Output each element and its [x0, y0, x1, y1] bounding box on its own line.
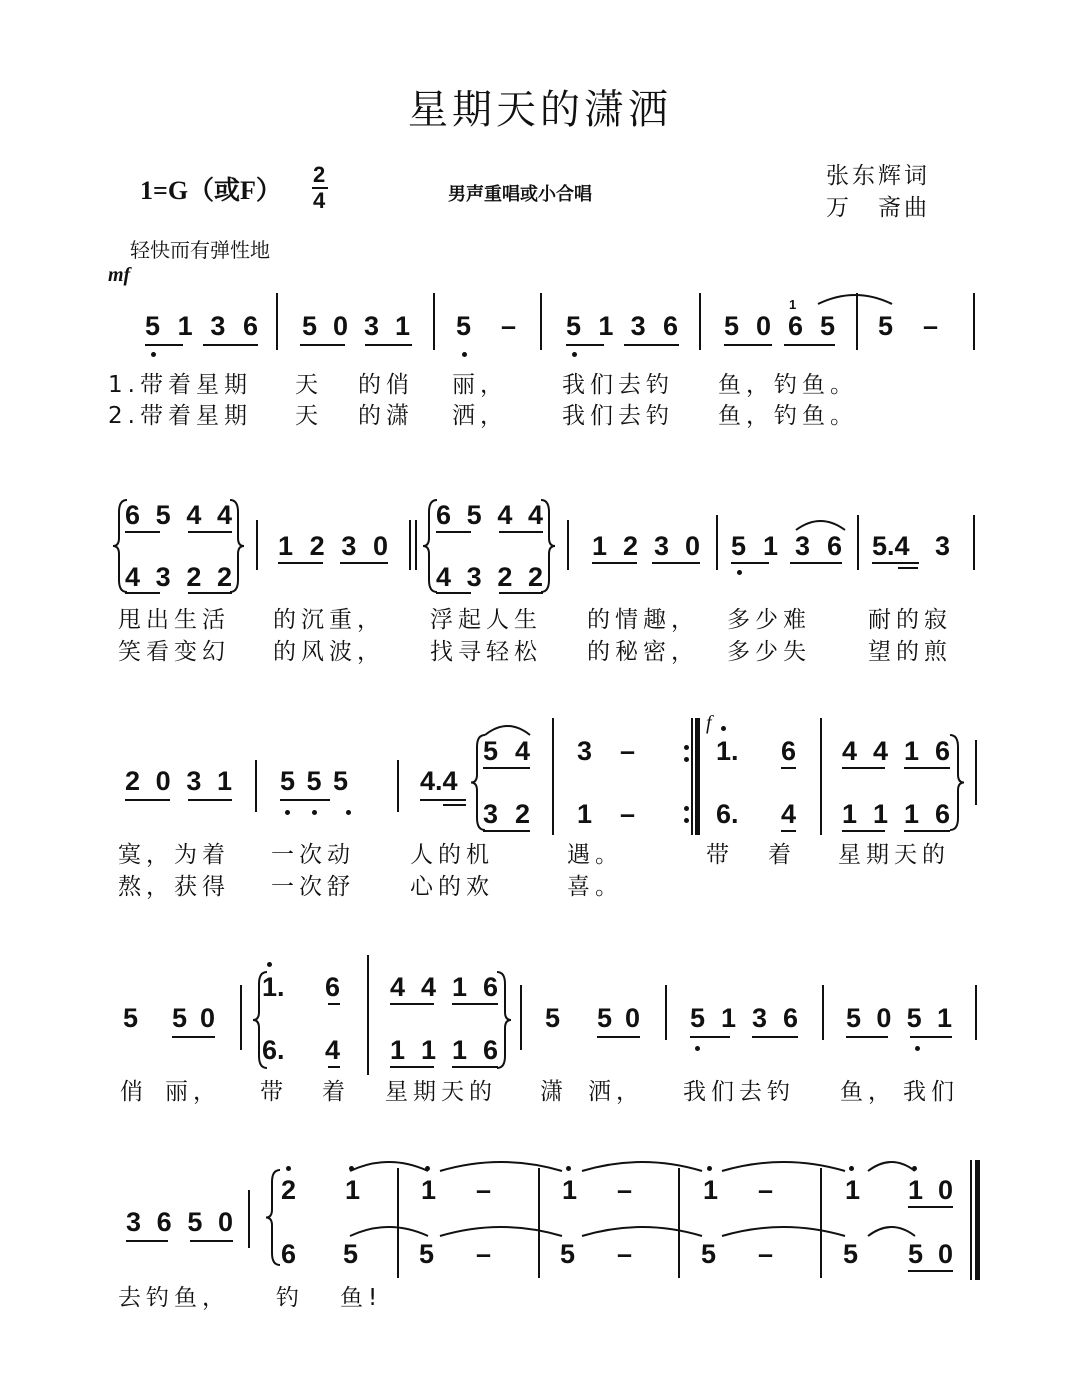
right-brace [230, 500, 244, 592]
slur [868, 1227, 915, 1236]
measure-lower: 1 1 1 6 [390, 1035, 498, 1065]
lyric: 鱼， [840, 1079, 896, 1105]
measure: 5 0 [172, 1003, 215, 1033]
measure: 5 – [878, 311, 938, 341]
lyric: 的秘密， [587, 639, 699, 665]
lyric: 1.带着星期 [108, 372, 252, 398]
measure: 2 0 3 1 [125, 766, 232, 796]
measure: 4.4 [420, 766, 458, 796]
slur [722, 1162, 845, 1171]
lyric: 找寻轻松 [430, 639, 542, 665]
measure-upper: 4 4 1 6 [842, 736, 950, 766]
right-brace [497, 972, 511, 1068]
measure-lower: 1 – [577, 799, 635, 829]
lyric: 丽， [452, 372, 508, 398]
lyric: 熬，获得 [118, 874, 230, 900]
slur [350, 1162, 428, 1171]
lyric: 的情趣， [587, 607, 699, 633]
measure: 5 0 [597, 1003, 640, 1033]
measure: 1 2 3 0 [278, 531, 388, 561]
slur [485, 726, 530, 735]
slur [350, 1227, 428, 1236]
lyric: 鱼，钓鱼。 [718, 403, 858, 429]
lyric: 星期天的 [385, 1079, 497, 1105]
lyric: 的沉重， [273, 607, 385, 633]
lyric: 带 [260, 1079, 288, 1105]
lyric: 遇。 [567, 842, 623, 868]
lyric: 望的煎 [868, 639, 952, 665]
lyric: 星期天的 [838, 842, 950, 868]
composer: 万 斋曲 [826, 195, 930, 221]
song-title: 星期天的潇洒 [408, 87, 672, 133]
right-brace [950, 735, 964, 830]
slur [868, 1162, 915, 1171]
lyric: 俏 [120, 1079, 148, 1105]
performance-note: 男声重唱或小合唱 [448, 184, 592, 205]
lyric: 我们去钓 [683, 1079, 795, 1105]
lyric: 去钓鱼， [118, 1285, 230, 1311]
time-signature-top: 2 [313, 162, 326, 187]
measure: 5 0 3 1 [302, 311, 410, 341]
measure-lower: 5 – [560, 1239, 632, 1269]
measure-upper: 6 5 4 4 [436, 500, 543, 530]
measure-upper: 1 – [421, 1175, 491, 1205]
measure-lower: 6. 4 [716, 799, 796, 829]
lyric: 潇 [540, 1079, 568, 1105]
measure-lower: 4 3 2 2 [125, 562, 232, 592]
lyric: 寞，为着 [118, 842, 230, 868]
note-upper: 1 [845, 1175, 861, 1205]
measure: 5 0 5 1 [846, 1003, 952, 1033]
measure: 5 5 5 [280, 766, 348, 796]
note-upper: 1 [345, 1175, 361, 1205]
grace-note: 1 [789, 297, 797, 312]
lyric: 多少难 [727, 607, 811, 633]
measure-upper: 1. 6 [716, 736, 796, 766]
lyric: 丽， [165, 1079, 221, 1105]
note-upper: 1 0 [908, 1175, 953, 1205]
measure: 3 6 5 0 [126, 1207, 233, 1237]
slur [796, 521, 845, 530]
measure: 5.4 3 [872, 531, 950, 561]
lyric: 钓 [276, 1285, 304, 1311]
lyric: 着 [768, 842, 796, 868]
lyric: 天 [295, 403, 323, 429]
note-lower: 5 0 [908, 1239, 953, 1269]
measure-upper: 1. 6 [262, 972, 340, 1002]
slur [582, 1162, 702, 1171]
measure-upper: 3 – [577, 736, 635, 766]
measure-upper: 5 4 [483, 736, 530, 766]
measure-lower: 5 – [701, 1239, 773, 1269]
slur [582, 1227, 702, 1236]
measure-upper: 4 4 1 6 [390, 972, 498, 1002]
lyric: 我们去钓 [562, 372, 674, 398]
measure-upper: 1 – [703, 1175, 773, 1205]
lyric: 心的欢 [410, 874, 494, 900]
measure-lower: 6. 4 [262, 1035, 340, 1065]
note-lower: 6 [281, 1239, 297, 1269]
measure: 5 [123, 1003, 139, 1033]
lyric: 笑看变幻 [118, 639, 230, 665]
lyric: 人的机 [410, 842, 494, 868]
measure: 5 1 3 6 [731, 531, 842, 561]
measure-lower: 4 3 2 2 [436, 562, 543, 592]
measure: 5 0 6 5 [724, 311, 835, 341]
measure: 5 1 3 6 [690, 1003, 798, 1033]
lyric: 多少失 [727, 639, 811, 665]
lyric: 耐的寂 [868, 607, 952, 633]
measure: 5 [545, 1003, 561, 1033]
lyric: 一次舒 [271, 874, 355, 900]
slur [440, 1227, 562, 1236]
lyric: 的潇 [358, 403, 414, 429]
measure-lower: 5 – [419, 1239, 491, 1269]
lyric: 的俏 [358, 372, 414, 398]
left-brace [266, 1170, 280, 1265]
note-upper: 2 [281, 1175, 297, 1205]
right-brace [541, 500, 555, 592]
note-lower: 5 [843, 1239, 859, 1269]
measure-lower: 3 2 [483, 799, 530, 829]
measure: 5 1 3 6 [566, 311, 678, 341]
lyric: 我们去钓 [562, 403, 674, 429]
lyric: 鱼! [340, 1285, 383, 1311]
lyric: 洒， [588, 1079, 644, 1105]
tempo-marking: 轻快而有弹性地 [130, 238, 270, 262]
slur [818, 295, 892, 304]
measure-lower: 1 1 1 6 [842, 799, 950, 829]
lyric: 喜。 [567, 874, 623, 900]
lyric: 我们 [903, 1079, 959, 1105]
lyric: 着 [322, 1079, 350, 1105]
lyric: 带 [706, 842, 734, 868]
lyric: 浮起人生 [430, 607, 542, 633]
lyric: 一次动 [271, 842, 355, 868]
lyric: 的风波， [273, 639, 385, 665]
dynamic-f: f [706, 712, 712, 734]
lyricist: 张东辉词 [826, 163, 930, 189]
measure-upper: 6 5 4 4 [125, 500, 232, 530]
note-lower: 5 [343, 1239, 359, 1269]
time-signature-bottom: 4 [313, 188, 326, 213]
dynamic-mf: mf [108, 264, 131, 286]
measure: 5 1 3 6 [145, 311, 258, 341]
key-signature: 1=G（或F） [140, 176, 282, 205]
lyric: 鱼，钓鱼。 [718, 372, 858, 398]
lyric: 2.带着星期 [108, 403, 252, 429]
lyric: 天 [295, 372, 323, 398]
slur [440, 1162, 562, 1171]
measure-upper: 1 – [562, 1175, 632, 1205]
left-brace [423, 500, 437, 592]
measure: 1 2 3 0 [592, 531, 700, 561]
lyric: 甩出生活 [118, 607, 230, 633]
slur [722, 1227, 845, 1236]
lyric: 洒， [452, 403, 508, 429]
measure: 5 – [456, 311, 516, 341]
